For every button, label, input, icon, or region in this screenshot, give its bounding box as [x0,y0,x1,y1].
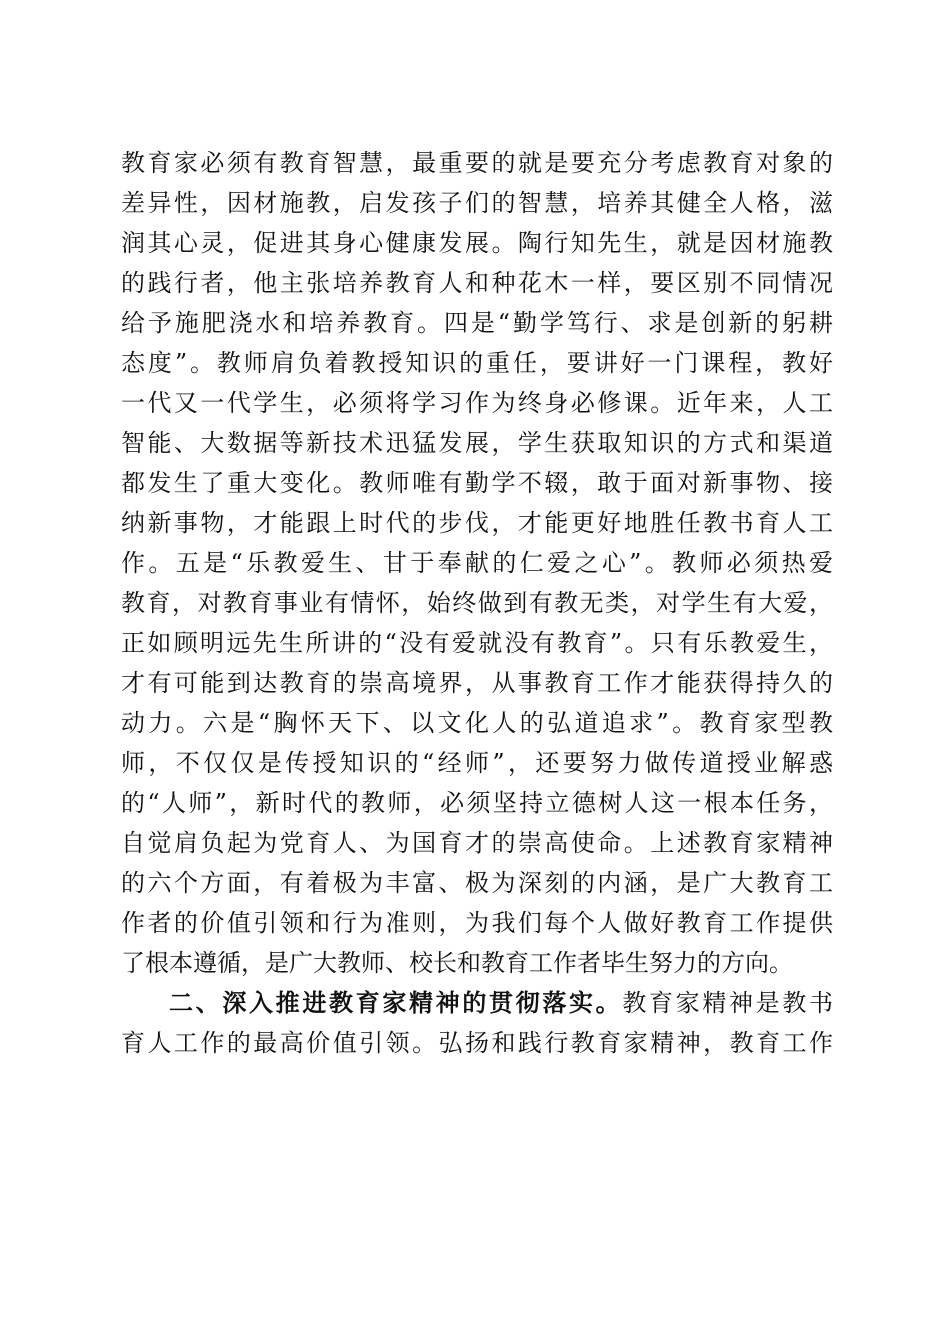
text-line-5: 给予施肥浇水和培养教育。四是“勤学笃行、求是创新的躬耕 [121,309,833,337]
body-text [121,143,833,1063]
text-line-21: 了根本遵循，是广大教师、校长和教育工作者毕生努力的方向。 [121,949,793,977]
section-heading: 二、深入推进教育家精神的贯彻落实。 [169,988,623,1017]
text-line-14: 才有可能到达教育的崇高境界，从事教育工作才能获得持久的 [121,669,833,697]
text-line-19: 的六个方面，有着极为丰富、极为深刻的内涵，是广大教育工 [121,869,833,897]
text-line-4: 的践行者，他主张培养教育人和种花木一样，要区别不同情况 [121,269,833,297]
text-line-11: 作。五是“乐教爱生、甘于奉献的仁爱之心”。教师必须热爱 [121,549,833,577]
text-line-9: 都发生了重大变化。教师唯有勤学不辍，敢于面对新事物、接 [121,469,833,497]
text-line-15: 动力。六是“胸怀天下、以文化人的弘道追求”。教育家型教 [121,709,833,737]
text-line-2: 差异性，因材施教，启发孩子们的智慧，培养其健全人格，滋 [121,189,833,217]
section-line-2: 育人工作的最高价值引领。弘扬和践行教育家精神，教育工作 [121,1029,833,1057]
section-line-rest: 教育家精神是教书 [622,989,834,1017]
text-line-12: 教育，对教育事业有情怀，始终做到有教无类，对学生有大爱， [121,589,833,617]
text-line-13: 正如顾明远先生所讲的“没有爱就没有教育”。只有乐教爱生， [121,629,833,657]
text-line-16: 师，不仅仅是传授知识的“经师”，还要努力做传道授业解惑 [121,749,833,777]
text-line-1: 教育家必须有教育智慧，最重要的就是要充分考虑教育对象的 [121,149,833,177]
section-line-1 [121,983,833,1023]
text-line-20: 作者的价值引领和行为准则，为我们每个人做好教育工作提供 [121,909,833,937]
text-line-3: 润其心灵，促进其身心健康发展。陶行知先生，就是因材施教 [121,229,833,257]
text-line-7: 一代又一代学生，必须将学习作为终身必修课。近年来，人工 [121,389,833,417]
text-line-17: 的“人师”，新时代的教师，必须坚持立德树人这一根本任务， [121,789,833,817]
text-line-18: 自觉肩负起为党育人、为国育才的崇高使命。上述教育家精神 [121,829,833,857]
text-line-10: 纳新事物，才能跟上时代的步伐，才能更好地胜任教书育人工 [121,509,833,537]
text-line-6: 态度”。教师肩负着教授知识的重任，要讲好一门课程，教好 [121,349,833,377]
text-line-8: 智能、大数据等新技术迅猛发展，学生获取知识的方式和渠道 [121,429,833,457]
